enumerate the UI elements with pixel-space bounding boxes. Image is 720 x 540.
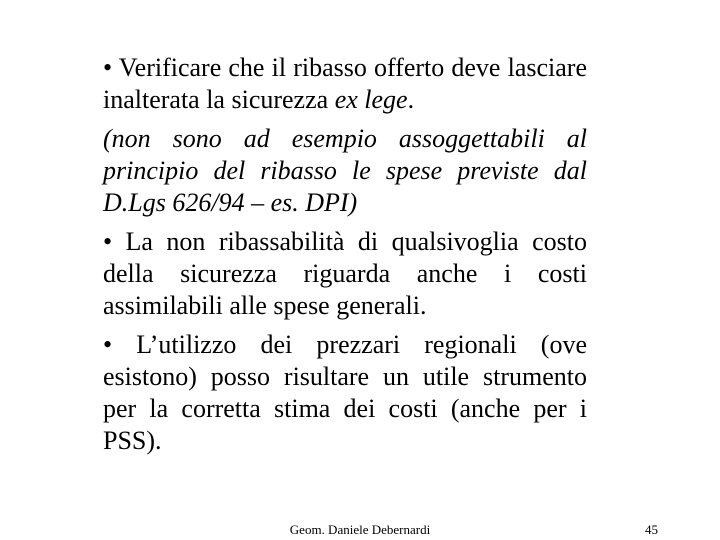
page-number: 45 (645, 522, 658, 537)
italic-term: ex lege (334, 85, 408, 114)
paragraph-text: La non ribassabilità di qualsivoglia costo della sicurezza riguarda anche i costi assimilabili alle spese generali. (103, 227, 587, 320)
bullet-paragraph-prezzari (103, 329, 587, 457)
bullet-icon: • (103, 330, 113, 359)
bullet-paragraph-non-ribassabilita (103, 226, 587, 322)
bullet-paragraph-ribasso (103, 52, 587, 116)
italic-note-paragraph: (non sono ad esempio assoggettabili al principio del ribasso le spese previste dal D.Lgs 626/94 – es. DPI) (103, 124, 587, 217)
paragraph-text: Verificare che il ribasso offerto deve lasciare inalterata la sicurezza (103, 53, 587, 114)
bullet-icon: • (103, 53, 113, 82)
bullet-icon: • (103, 227, 113, 256)
footer-author: Geom. Daniele Debernardi (289, 522, 431, 537)
paragraph-text: L’utilizzo dei prezzari regionali (ove esistono) posso risultare un utile strumento per la corretta stima dei costi (anche per i PSS). (103, 330, 587, 455)
paragraph-punctuation: . (407, 85, 415, 114)
slide-body (103, 52, 587, 457)
